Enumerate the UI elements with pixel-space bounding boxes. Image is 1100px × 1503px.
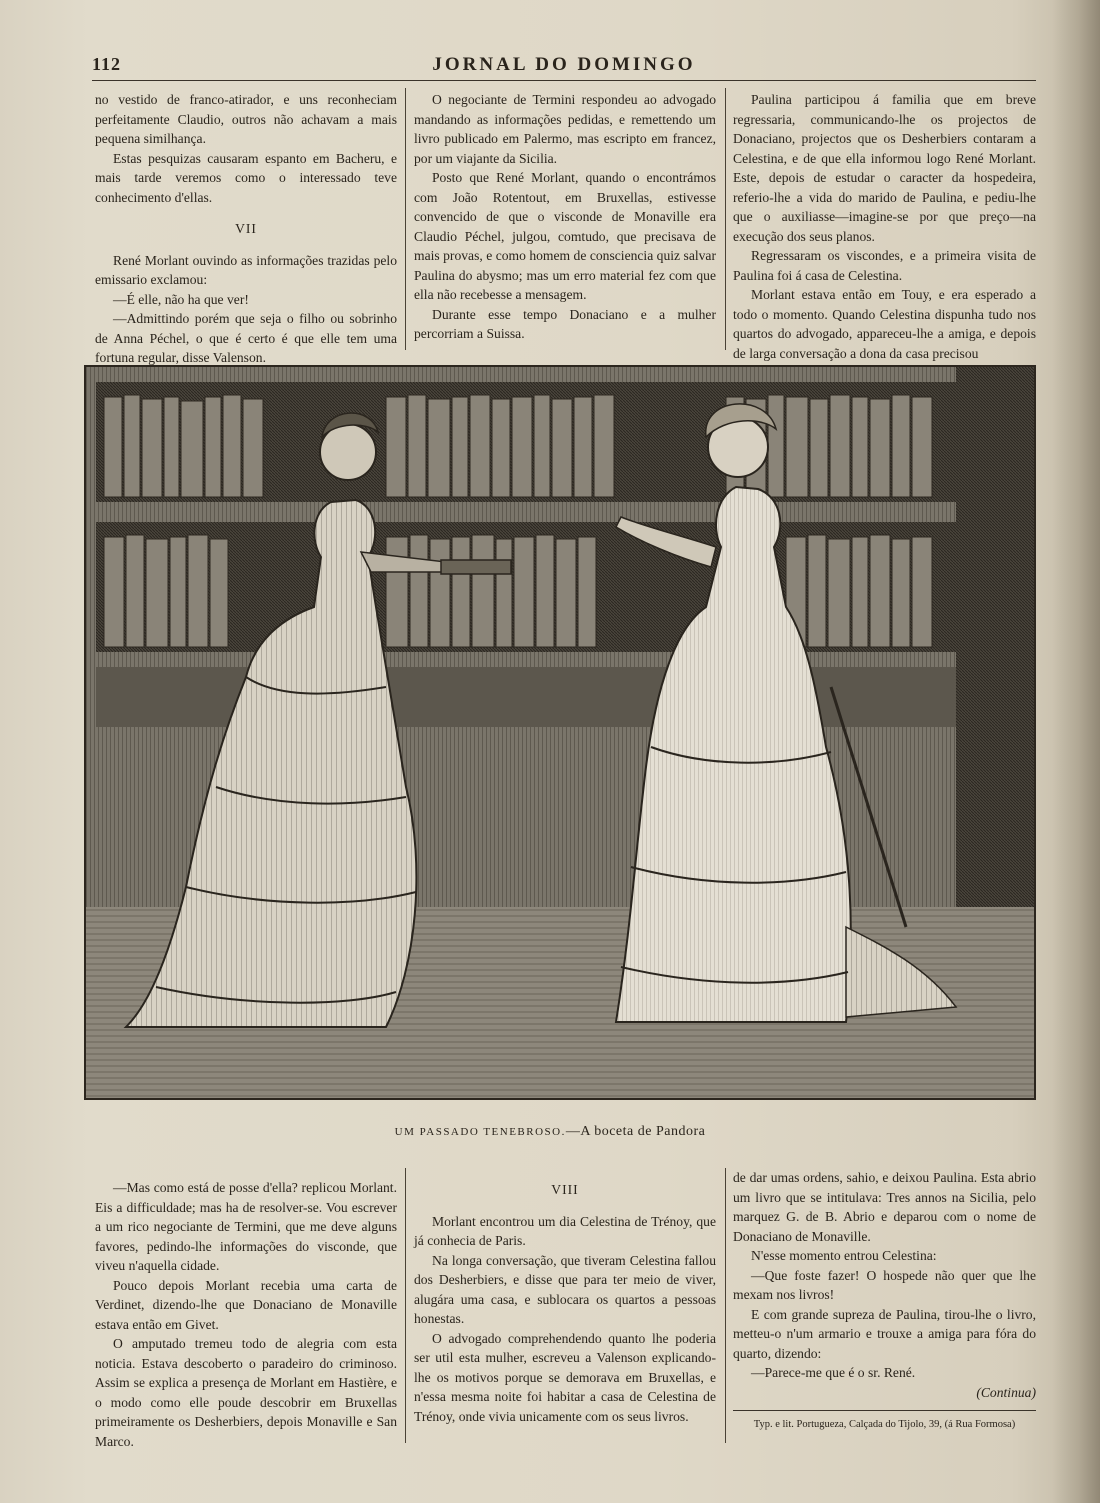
illustration-caption	[0, 1124, 1100, 1140]
chapter-heading: VIII	[551, 1182, 579, 1197]
bottom-column-1	[95, 1178, 397, 1451]
bookshelf-lower	[96, 522, 956, 652]
journal-title: JORNAL DO DOMINGO	[432, 54, 696, 75]
column-rule	[405, 88, 406, 350]
paragraph: O amputado tremeu todo de alegria com esta noticia. Estava descoberto o paradeiro do criminoso. Assim se explica a presença de Morlant em Hastière, e o modo como elle poude descobrir em Bruxellas primeiramente os Desherbiers, depois Monaville e San Marco.	[95, 1336, 397, 1449]
paragraph: Paulina participou á familia que em breve regressaria, communicando-lhe os projectos de Donaciano, projectos que os Desherbiers contaram a Celestina, e de que ella informou logo René Morlant. Este, depois de estudar o caracter da hospedeira, referio-lhe a vida do marido de Paulina, e pediu-lhe que o auxiliasse—imagine-se por que preço—na execução dos seus planos.	[733, 92, 1036, 244]
continued-note: (Continua)	[976, 1384, 1036, 1400]
top-column-2	[414, 90, 716, 344]
paragraph: no vestido de franco-atirador, e uns reconheciam perfeitamente Claudio, outros não achavam a mais pequena similhança.	[95, 92, 397, 146]
paragraph: de dar umas ordens, sahio, e deixou Paulina. Esta abrio um livro que se intitulava: Tres annos na Sicilia, pelo marquez G. de B. Abrio e deparou com o nome de Donaciano de Monaville.	[733, 1170, 1036, 1244]
paragraph: Regressaram os viscondes, e a primeira visita de Paulina foi á casa de Celestina.	[733, 248, 1036, 283]
paragraph: Morlant encontrou um dia Celestina de Trénoy, que já conhecia de Paris.	[414, 1213, 716, 1248]
paragraph: O negociante de Termini respondeu ao advogado mandando as informações pedidas, e remettendo um livro publicado em Palermo, mas escripto em francez, por um viajante da Sicilia.	[414, 92, 716, 166]
printer-imprint: Typ. e lit. Portugueza, Calçada do Tijolo, 39, (á Rua Formosa)	[733, 1410, 1036, 1435]
paragraph: Pouco depois Morlant recebia uma carta de Verdinet, dizendo-lhe que Donaciano de Monaville estava então em Givet.	[95, 1277, 397, 1332]
paragraph: Durante esse tempo Donaciano e a mulher percorriam a Suissa.	[414, 306, 716, 341]
wall-pillar	[956, 367, 1034, 927]
page-header	[92, 52, 1036, 81]
column-rule	[725, 88, 726, 350]
caption-subtitle: —A boceta de Pandora	[565, 1124, 706, 1139]
paragraph: E com grande supreza de Paulina, tirou-lhe o livro, metteu-o n'um armario e trouxe a amiga para fóra do quarto, dizendo:	[733, 1306, 1036, 1361]
paragraph: —Mas como está de posse d'ella? replicou Morlant. Eis a difficuldade; mas ha de resolver-se. Vou escrever a um rico negociante de Termini, que me deve alguns favores, pedindo-lhe informações do visconde, que viveu n'aquella cidade.	[95, 1180, 397, 1273]
top-column-3	[733, 90, 1036, 363]
chapter-heading: VII	[235, 221, 257, 236]
column-rule	[725, 1168, 726, 1443]
bookshelf-upper	[96, 382, 956, 502]
paragraph: Na longa conversação, que tiveram Celestina fallou dos Desherbiers, e disse que para ter meio de viver, alugára uma casa, e sublocara os quartos a pessoas honestas.	[414, 1252, 716, 1326]
paragraph: Morlant estava então em Touy, e era esperado a todo o momento. Quando Celestina dispunha tudo nos quartos do advogado, appareceu-lhe a amiga, e depois de larga conversação a dona da casa precisou	[733, 287, 1036, 361]
bottom-column-3	[733, 1168, 1036, 1435]
engraving-illustration	[84, 365, 1036, 1100]
paragraph: O advogado comprehendendo quanto lhe poderia ser util esta mulher, escreveu a Valenson explicando-lhe os motivos porque se demorava em Bruxellas, e n'essa mesma noite foi habitar a casa de Celestina de Trénoy, onde vivia unicamente com os seus livros.	[414, 1330, 716, 1424]
bottom-column-2	[414, 1168, 716, 1426]
paragraph: —Que foste fazer! O hospede não quer que lhe mexam nos livros!	[733, 1267, 1036, 1302]
paragraph: Estas pesquizas causaram espanto em Bacheru, e mais tarde veremos como o interessado teve conhecimento d'ellas.	[95, 150, 397, 205]
top-column-1	[95, 90, 397, 368]
paragraph: —Admittindo porém que seja o filho ou sobrinho de Anna Péchel, o que é certo é que elle tem uma fortuna regular, disse Valenson.	[95, 311, 397, 365]
engraving-drawing	[86, 367, 1034, 1098]
shelf-cabinet	[96, 667, 956, 727]
page-spine-shadow	[1052, 0, 1100, 1503]
paragraph: Posto que René Morlant, quando o encontrámos com João Rotentout, em Bruxellas, estivesse convencido de que o visconde de Monaville era Claudio Péchel, julgou, comtudo, que precisava de mais provas, e como homem de consciencia quiz salvar Paulina do abysmo; mas um erro material fez com que ella não recebesse a mensagem.	[414, 170, 716, 302]
page-number: 112	[92, 54, 122, 74]
paragraph: N'esse momento entrou Celestina:	[751, 1248, 937, 1263]
paragraph: —É elle, não ha que ver!	[113, 291, 249, 307]
caption-title: UM PASSADO TENEBROSO.	[394, 1126, 566, 1138]
column-rule	[405, 1168, 406, 1443]
paragraph: René Morlant ouvindo as informações trazidas pelo emissario exclamou:	[95, 252, 397, 287]
paragraph: —Parece-me que é o sr. René.	[751, 1365, 916, 1380]
